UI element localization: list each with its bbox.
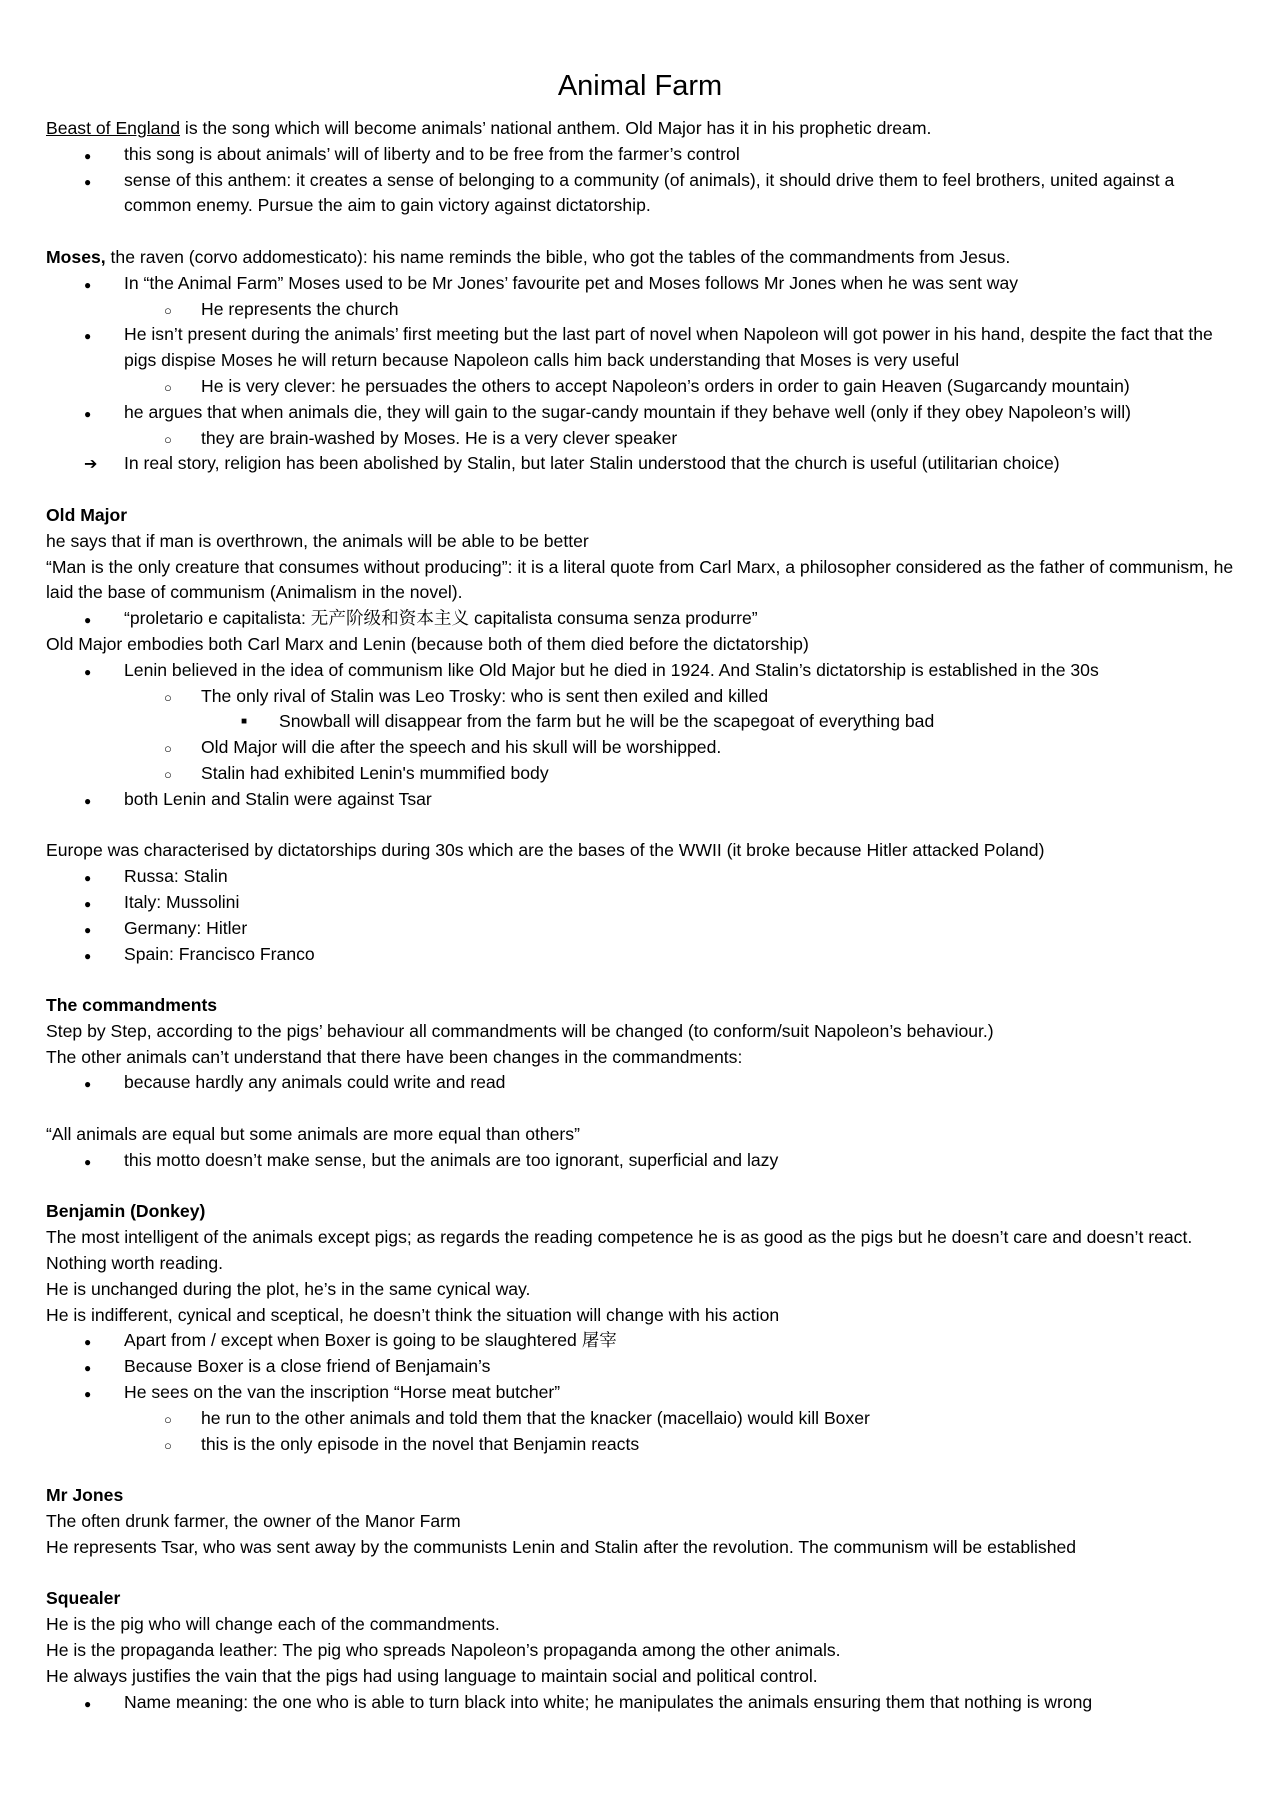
paragraph: Step by Step, according to the pigs’ behaviour all commandments will be changed (to conform/suit Napoleon’s behaviour.): [46, 1020, 994, 1041]
moses-name: Moses,: [46, 246, 106, 267]
arrow-icon: [84, 451, 97, 478]
hollow-bullet-icon: [164, 1406, 172, 1433]
list-item: ● Name meaning: the one who is able to turn black into white; he manipulates the animals ensuring them that nothing is wrong: [46, 1690, 1234, 1716]
list-item: ● Russa: Stalin: [46, 864, 1234, 890]
list-item: ● sense of this anthem: it creates a sense of belonging to a community (of animals), it should drive them to feel brothers, united against a common enemy. Pursue the aim to gain victory against dictatorship.: [46, 168, 1234, 220]
paragraph: He is the propaganda leather: The pig who spreads Napoleon’s propaganda among the other animals.: [46, 1640, 841, 1661]
paragraph: “Man is the only creature that consumes without producing”: it is a literal quote from Carl Marx, a philosopher considered as the father of communism, he laid the base of communism (Animalism in the novel).: [46, 556, 1234, 603]
page-title: Animal Farm: [557, 70, 723, 102]
bullet-icon: [84, 658, 91, 686]
paragraph: He represents Tsar, who was sent away by the communists Lenin and Stalin after the revolution. The communism will be established: [46, 1536, 1077, 1557]
commandments-heading: The commandments: [46, 995, 218, 1016]
paragraph: Old Major embodies both Carl Marx and Lenin (because both of them died before the dictatorship): [46, 633, 809, 654]
bullet-icon: [84, 606, 91, 634]
list-item: ● He sees on the van the inscription “Horse meat butcher”: [46, 1380, 1234, 1406]
paragraph: he says that if man is overthrown, the animals will be able to be better: [46, 530, 589, 551]
list-item: ● In “the Animal Farm” Moses used to be Mr Jones’ favourite pet and Moses follows Mr Jones when he was sent way: [46, 271, 1234, 297]
benjamin-heading: Benjamin (Donkey): [46, 1201, 206, 1222]
hollow-bullet-icon: [164, 684, 172, 711]
europe-paragraph: Europe was characterised by dictatorships during 30s which are the bases of the WWII (it broke because Hitler attacked Poland): [46, 840, 1045, 861]
beast-list: [46, 142, 1234, 219]
jones-heading: Mr Jones: [46, 1485, 124, 1506]
bullet-icon: [84, 942, 91, 970]
paragraph: The other animals can’t understand that there have been changes in the commandments:: [46, 1046, 743, 1067]
hollow-bullet-icon: [164, 374, 172, 401]
list-item: ● Italy: Mussolini: [46, 890, 1234, 916]
list-item: ○ The only rival of Stalin was Leo Trosky: who is sent then exiled and killed: [46, 684, 1234, 710]
list-item: ○ they are brain-washed by Moses. He is a very clever speaker: [46, 426, 1234, 452]
square-bullet-icon: [241, 709, 247, 735]
list-item: ● both Lenin and Stalin were against Tsar: [46, 787, 1234, 813]
list-item: ○ he run to the other animals and told them that the knacker (macellaio) would kill Boxer: [46, 1406, 1234, 1432]
list-item: ○ Old Major will die after the speech and his skull will be worshipped.: [46, 735, 1234, 761]
hollow-bullet-icon: [164, 735, 172, 762]
list-item: ● Lenin believed in the idea of communism like Old Major but he died in 1924. And Stalin’s dictatorship is established in the 30s: [46, 658, 1234, 684]
bullet-icon: [84, 168, 91, 196]
list-item: ● this song is about animals’ will of liberty and to be free from the farmer’s control: [46, 142, 1234, 168]
moses-list: [46, 271, 1234, 477]
beast-paragraph: [46, 116, 1234, 142]
paragraph: He is indifferent, cynical and sceptical, he doesn’t think the situation will change with his action: [46, 1304, 780, 1325]
list-item: ● Apart from / except when Boxer is going to be slaughtered 屠宰: [46, 1328, 1234, 1354]
list-item: ○ He represents the church: [46, 297, 1234, 323]
hollow-bullet-icon: [164, 426, 172, 453]
list-item: ● he argues that when animals die, they will gain to the sugar-candy mountain if they behave well (only if they obey Napoleon’s will): [46, 400, 1234, 426]
bullet-icon: [84, 322, 91, 350]
hollow-bullet-icon: [164, 297, 172, 324]
beast-link: Beast of England: [46, 118, 181, 138]
paragraph: The most intelligent of the animals except pigs; as regards the reading competence he is as good as the pigs but he doesn’t care and doesn’t react. Nothing worth reading.: [46, 1227, 1193, 1274]
bullet-icon: [84, 1690, 91, 1718]
bullet-icon: [84, 400, 91, 428]
hollow-bullet-icon: [164, 761, 172, 788]
paragraph: The often drunk farmer, the owner of the Manor Farm: [46, 1511, 461, 1532]
bullet-icon: [84, 1148, 91, 1176]
paragraph: He always justifies the vain that the pigs had using language to maintain social and political control.: [46, 1665, 818, 1686]
list-item: ○ this is the only episode in the novel that Benjamin reacts: [46, 1432, 1234, 1458]
bullet-icon: [84, 1380, 91, 1408]
list-item: ● this motto doesn’t make sense, but the animals are too ignorant, superficial and lazy: [46, 1148, 1234, 1174]
beast-text: is the song which will become animals’ national anthem. Old Major has it in his prophetic dream.: [180, 118, 932, 138]
list-item: ● because hardly any animals could write and read: [46, 1070, 1234, 1096]
bullet-icon: [84, 916, 91, 944]
hollow-bullet-icon: [164, 1432, 172, 1459]
list-item: ○ Stalin had exhibited Lenin's mummified body: [46, 761, 1234, 787]
list-item: ● Because Boxer is a close friend of Benjamain’s: [46, 1354, 1234, 1380]
list-item: ● Germany: Hitler: [46, 916, 1234, 942]
old-major-heading: Old Major: [46, 504, 128, 525]
bullet-icon: [84, 787, 91, 815]
bullet-icon: [84, 271, 91, 299]
list-item: ➔ In real story, religion has been abolished by Stalin, but later Stalin understood that the church is useful (utilitarian choice): [46, 451, 1234, 477]
bullet-icon: [84, 1354, 91, 1382]
motto: “All animals are equal but some animals are more equal than others”: [46, 1124, 580, 1145]
list-item: ● He isn’t present during the animals’ first meeting but the last part of novel when Napoleon will got power in his hand, despite the fact that the pigs dispise Moses he will return because Napoleon calls him back understanding that Moses is very useful: [46, 322, 1234, 374]
list-item: ● “proletario e capitalista: 无产阶级和资本主义 capitalista consuma senza produrre”: [46, 606, 1234, 632]
bullet-icon: [84, 142, 91, 170]
moses-paragraph: Moses, the raven (corvo addomesticato): his name reminds the bible, who got the tables of the commandments from Jesus.: [46, 246, 1011, 267]
bullet-icon: [84, 864, 91, 892]
bullet-icon: [84, 1328, 91, 1356]
bullet-icon: [84, 1070, 91, 1098]
paragraph: He is unchanged during the plot, he’s in the same cynical way.: [46, 1278, 531, 1299]
list-item: ● Spain: Francisco Franco: [46, 942, 1234, 968]
squealer-heading: Squealer: [46, 1588, 121, 1609]
paragraph: He is the pig who will change each of the commandments.: [46, 1614, 500, 1635]
bullet-icon: [84, 890, 91, 918]
list-item: ○ He is very clever: he persuades the others to accept Napoleon’s orders in order to gain Heaven (Sugarcandy mountain): [46, 374, 1234, 400]
list-item: ■ Snowball will disappear from the farm but he will be the scapegoat of everything bad: [46, 709, 1234, 735]
